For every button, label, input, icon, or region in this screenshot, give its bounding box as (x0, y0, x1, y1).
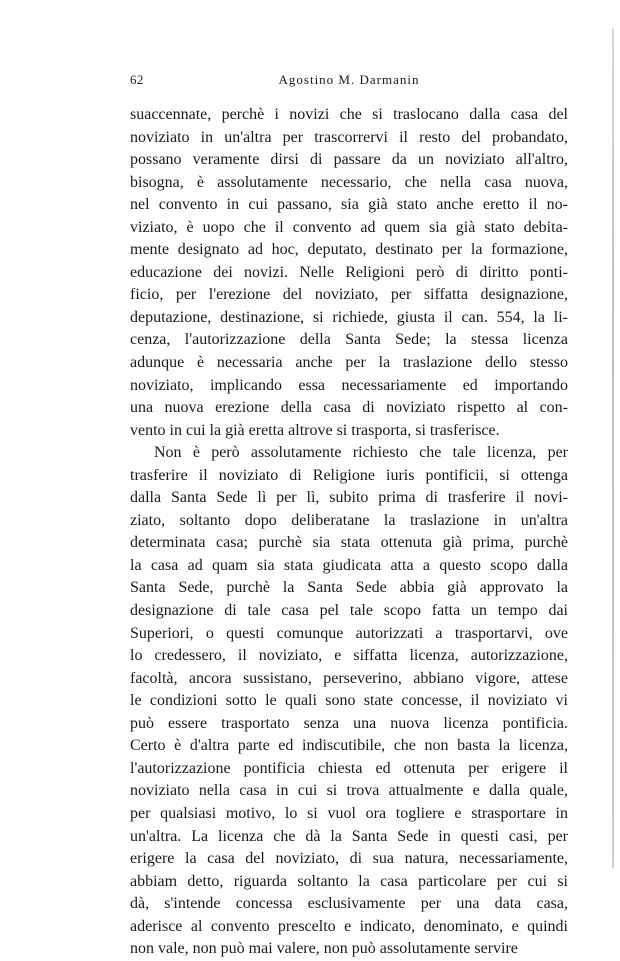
paragraph (130, 442, 568, 961)
text-line: la casa ad quam sia stata giudicata atta a questo scopo dalla (130, 556, 568, 574)
text-line: può essere trasportato senza una nuova licenza pontificia. (130, 714, 568, 732)
text-line: abbiam detto, riguarda soltanto la casa particolare per cui si (130, 872, 568, 890)
text-line: possano veramente dirsi di passare da un noviziato all'altro, (130, 151, 568, 169)
text-line: non vale, non può mai valere, non può assolutamente servire (130, 940, 518, 958)
text-line: Certo è d'altra parte ed indiscutibile, che non basta la licenza, (130, 737, 568, 755)
text-line: trasferire il noviziato di Religione iuris pontificii, si ottenga (130, 466, 568, 484)
text-line: suaccennate, perchè i novizi che si traslocano dalla casa del (130, 106, 568, 123)
text-line: determinata casa; purchè sia stata ottenuta già prima, purchè (130, 534, 568, 552)
running-head: Agostino M. Darmanin (278, 72, 420, 87)
text-line: erigere la casa del noviziato, di sua natura, necessariamente, (130, 850, 568, 868)
page-header (130, 72, 568, 92)
paragraph (130, 104, 568, 442)
text-line: ficio, per l'erezione del noviziato, per siffatta designazione, (130, 286, 568, 304)
text-line: per qualsiasi motivo, lo si vuol ora togliere e strasportare in (130, 804, 568, 822)
text-line: designazione di tale casa pel tale scopo fatta un tempo dai (130, 602, 568, 620)
body-text (130, 104, 568, 961)
text-line: Non è però assolutamente richiesto che tale licenza, per (154, 444, 568, 462)
text-line: dà, s'intende concessa esclusivamente per una data casa, (130, 895, 568, 913)
text-line: viziato, è uopo che il convento ad quem sia già stato debita- (130, 218, 568, 236)
text-line: adunque è necessaria anche per la traslazione dello stesso (130, 354, 568, 372)
text-line: l'autorizzazione pontificia chiesta ed ottenuta per erigere il (130, 759, 568, 777)
text-line: ziato, soltanto dopo deliberatane la traslazione in un'altra (130, 511, 568, 529)
text-line: Santa Sede, purchè la Santa Sede abbia già approvato la (130, 579, 568, 597)
text-line: educazione dei novizi. Nelle Religioni però di diritto ponti- (130, 263, 568, 281)
text-line: lo credessero, il noviziato, e siffatta licenza, autorizzazione, (130, 647, 568, 665)
text-line: vento in cui la già eretta altrove si trasporta, si trasferisce. (130, 421, 500, 439)
text-line: nel convento in cui passano, sia già stato anche eretto il no- (130, 196, 568, 214)
text-line: Superiori, o questi comunque autorizzati a trasportarvi, ove (130, 624, 568, 642)
text-line: noviziato in un'altra per trascorrervi il resto del probandato, (130, 128, 568, 146)
text-line: bisogna, è assolutamente necessario, che nella casa nuova, (130, 173, 568, 191)
text-line: mente designato ad hoc, deputato, destinato per la formazione, (130, 241, 568, 259)
text-line: una nuova erezione della casa di noviziato rispetto al con- (130, 399, 568, 417)
text-line: le condizioni sotto le quali sono state concesse, il noviziato vi (130, 692, 568, 710)
text-line: deputazione, destinazione, si richiede, giusta il can. 554, la li- (130, 308, 568, 326)
page-number: 62 (130, 72, 144, 87)
page-edge-line (612, 28, 614, 868)
text-line: un'altra. La licenza che dà la Santa Sede in questi casi, per (130, 827, 568, 845)
text-line: noviziato nella casa in cui si trova attualmente e dalla quale, (130, 782, 568, 800)
text-line: facoltà, ancora sussistano, perseverino, abbiano vigore, attese (130, 669, 568, 687)
text-line: noviziato, implicando essa necessariamente ed importando (130, 376, 568, 394)
text-line: cenza, l'autorizzazione della Santa Sede; la stessa licenza (130, 331, 568, 349)
text-line: dalla Santa Sede lì per lì, subito prima di trasferire il novi- (130, 489, 568, 507)
text-line: aderisce al convento prescelto e indicato, denominato, e quindi (130, 917, 568, 935)
